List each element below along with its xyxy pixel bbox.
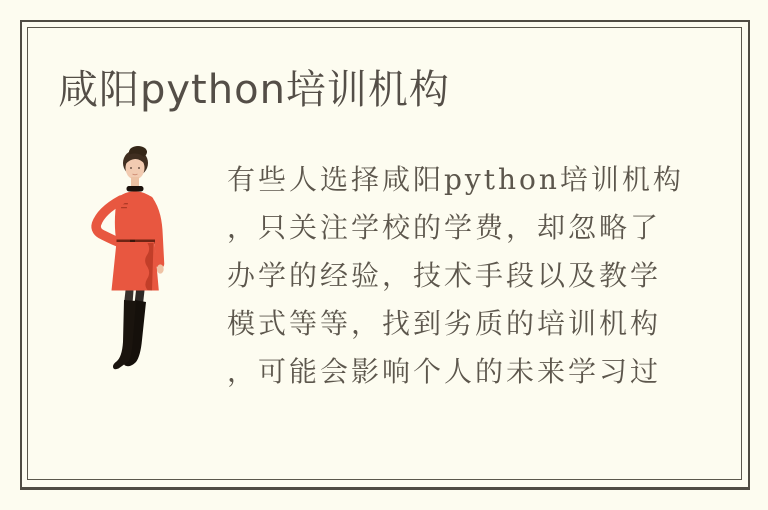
paragraph-line: ，可能会影响个人的未来学习过	[227, 355, 662, 388]
article-paragraph	[227, 156, 687, 396]
paragraph-line: 模式等等，找到劣质的培训机构	[227, 307, 662, 340]
paragraph-line: ，只关注学校的学费，却忽略了	[227, 211, 662, 244]
choker-necklace	[127, 186, 144, 192]
eye-right	[138, 167, 140, 169]
article-title: 咸阳python培训机构	[58, 67, 450, 113]
woman-in-red-dress-photo	[80, 140, 230, 390]
paragraph-line: 有些人选择咸阳python培训机构	[227, 163, 684, 196]
right-hand	[157, 264, 164, 273]
neck	[131, 177, 139, 187]
paragraph-line: 办学的经验，技术手段以及教学	[227, 259, 662, 292]
dress-stitch	[121, 207, 127, 208]
eye-left	[130, 167, 132, 169]
